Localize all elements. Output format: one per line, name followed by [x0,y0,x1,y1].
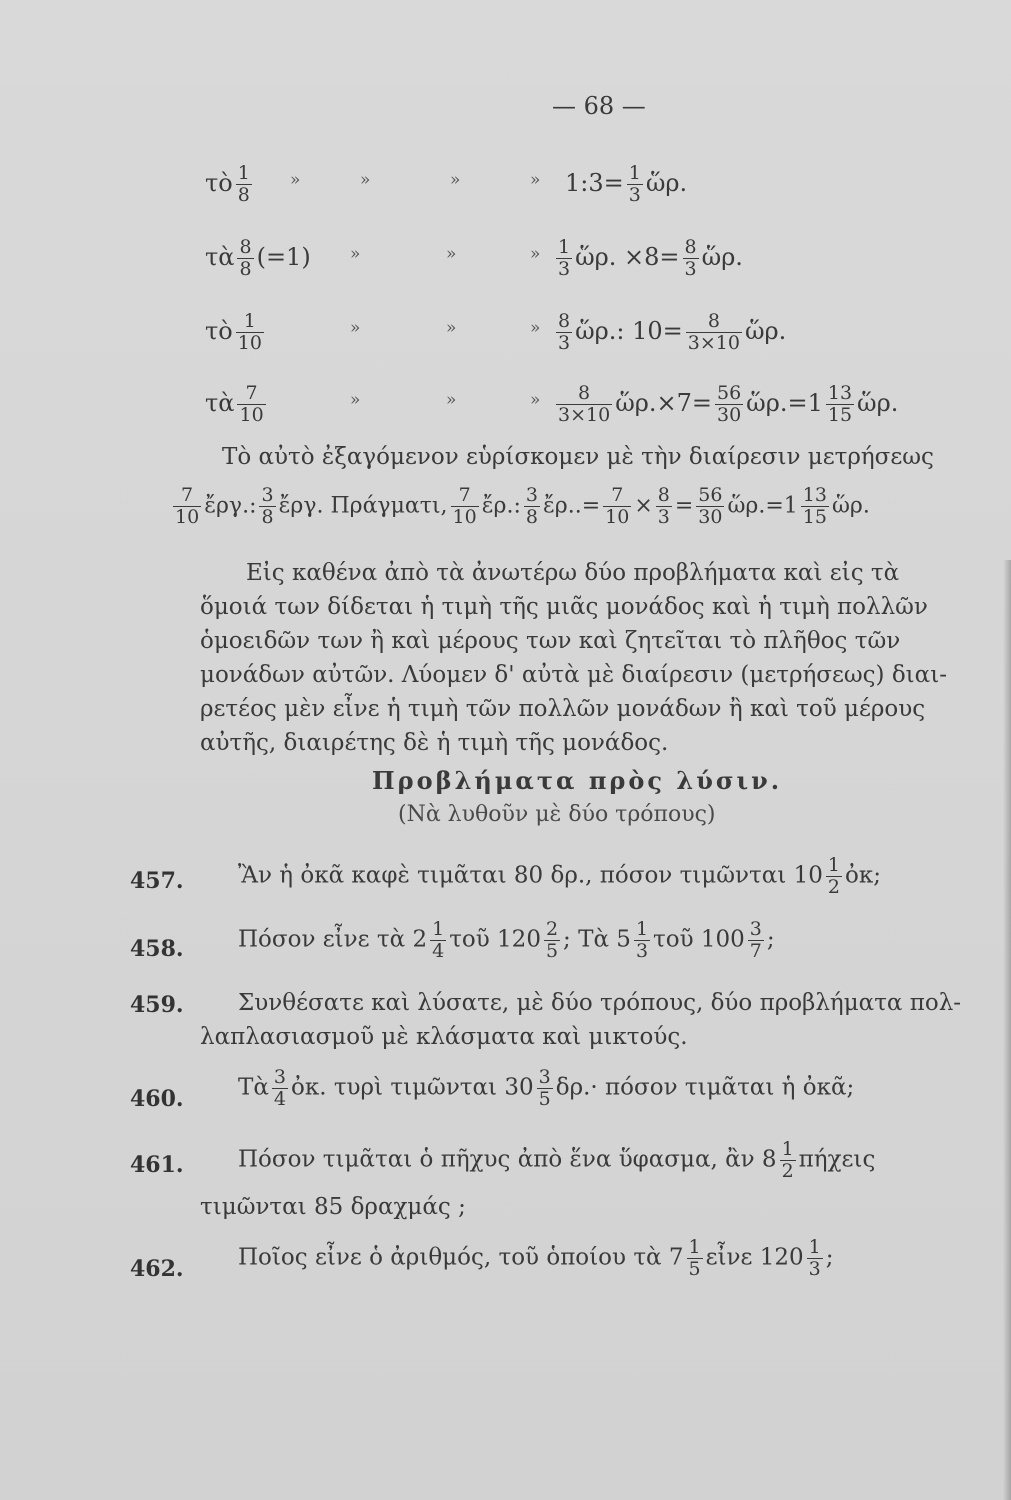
article: τὰ [205,389,235,417]
left-fraction [237,238,253,279]
paragraph-line: Εἰς καθένα ἀπὸ τὰ ἀνωτέρω δύο προβλήματα καὶ εἰς τὰ [246,560,900,586]
fraction-numerator: 56 [698,484,723,506]
fraction-denominator: 3 [628,184,641,206]
fraction-numerator: 13 [802,484,827,506]
problem-457-text [238,856,881,897]
text-run: λαπλασιασμοῦ μὲ κλάσματα καὶ μικτούς. [200,1024,688,1050]
fraction [272,1068,288,1109]
fraction-denominator: 4 [273,1088,286,1110]
fraction [656,486,672,527]
fraction [544,920,560,961]
fraction-denominator: 10 [237,332,262,354]
intro-line: Τὸ αὐτὸ ἐξαγόμενον εὑρίσκομεν μὲ τὴν διαίρεσιν μετρήσεως [222,444,934,470]
fraction-numerator: 7 [181,484,194,506]
fraction [687,1238,703,1279]
fraction-numerator: 8 [657,484,670,506]
row-right [565,164,687,205]
row-right [553,312,786,353]
text-run: δρ.· πόσον τιμᾶται ἡ ὀκᾶ; [555,1074,855,1101]
text-run: ; [825,1244,834,1271]
fraction-denominator: 3 [808,1258,821,1280]
row-left [205,312,267,353]
fraction-denominator: 5 [545,940,559,962]
fraction-numerator: 1 [237,162,250,184]
fraction-denominator: 4 [432,940,445,962]
text-run: Συνθέσατε καὶ λύσατε, μὲ δύο τρόπους, δύο προβλήματα πολ- [238,990,962,1016]
ditto-mark: » [530,318,541,338]
text-run: ἔρ.: [481,493,521,519]
fraction-numerator: 1 [781,1138,794,1160]
text-run: Ποῖος εἶνε ὁ ἀριθμός, τοῦ ὁποίου τὰ 7 [238,1244,684,1271]
ditto-mark: » [350,318,361,338]
text-run: ὥρ. ×8= [575,243,680,271]
fraction-numerator: 2 [545,918,559,940]
text-run: τοῦ 120 [449,926,541,953]
text-run: ; Τὰ 5 [563,926,631,953]
ditto-mark: » [530,390,541,410]
fraction-numerator: 1 [827,854,840,876]
fraction-numerator: 56 [716,382,742,404]
text-run: = [674,493,694,519]
fraction-numerator: 3 [749,918,762,940]
right-fraction [556,312,572,353]
table-row [0,224,1011,284]
text-run: ὥρ.=1 [746,389,823,417]
ditto-mark: » [350,390,361,410]
text-run: Πόσον εἶνε τὰ 2 [238,926,428,953]
text-run: ὥρ. [744,317,787,345]
text-run: ὥρ. [831,493,870,519]
text-run: Ἂν ἡ ὀκᾶ καφὲ τιμᾶται 80 δρ., πόσον τιμῶνται 10 [238,862,823,889]
fraction-denominator: 15 [802,506,827,528]
fraction-denominator: 3 [635,940,649,962]
fraction-denominator: 8 [239,258,252,280]
left-fraction [237,384,265,425]
fraction-denominator: 8 [237,184,250,206]
row-right [553,238,743,279]
paragraph-line: ρετέος μὲν εἶνε ἡ τιμὴ τῶν πολλῶν μονάδων ἢ καὶ τοῦ μέρους [200,696,926,722]
text-run: τιμῶνται 85 δραχμάς ; [200,1194,466,1220]
problem-461-text [238,1140,875,1181]
fraction-numerator: 13 [827,382,853,404]
fraction-denominator: 3×10 [558,404,611,426]
article: τὸ [205,169,233,197]
fraction-numerator: 3 [538,1066,551,1088]
fraction-denominator: 10 [175,506,200,528]
ditto-mark: » [290,170,301,190]
fraction-numerator: 3 [525,484,538,506]
fraction-numerator: 8 [707,310,720,332]
fraction-denominator: 10 [239,404,264,426]
fraction [748,920,764,961]
fraction-numerator: 8 [239,236,252,258]
equals-one: (=1) [256,243,311,271]
text-run: ἔργ.: [204,493,257,519]
article: τὸ [205,317,233,345]
fraction [801,486,829,527]
fraction [634,920,650,961]
division-calculation [170,486,870,527]
fraction [807,1238,823,1279]
table-row [0,150,1011,210]
problem-460-text [238,1068,854,1109]
fraction-numerator: 1 [243,310,256,332]
fraction-denominator: 30 [698,506,723,528]
explanation-paragraph [200,556,960,760]
left-fraction [236,312,264,353]
table-row [0,370,1011,430]
ditto-mark: » [450,170,461,190]
fraction [537,1068,553,1109]
right-fraction [556,238,572,279]
problem-number-461: 461. [130,1152,184,1178]
paragraph-line: ὅμοιά των δίδεται ἡ τιμὴ τῆς μιᾶς μονάδος καὶ ἡ τιμὴ πολλῶν [200,594,928,620]
fraction-numerator: 1 [688,1236,701,1258]
fraction [696,486,724,527]
text-run: ὥρ. [645,169,688,197]
problem-461-line2 [200,1194,466,1220]
ditto-mark: » [530,244,541,264]
fraction-denominator: 3 [657,506,670,528]
fraction-numerator: 1 [432,918,445,940]
fraction-denominator: 3 [558,332,571,354]
row-left [205,384,269,425]
paragraph-line: ὁμοειδῶν των ἢ καὶ μέρους των καὶ ζητεῖται τὸ πλῆθος τῶν [200,628,901,654]
text-run: ἔρ..= [542,493,601,519]
ditto-mark: » [446,318,457,338]
fraction-denominator: 3 [684,258,697,280]
fraction-numerator: 8 [684,236,697,258]
section-heading: Προβλήματα πρὸς λύσιν. [372,766,783,795]
problem-number-459: 459. [130,992,184,1018]
fraction [430,920,446,961]
fraction-denominator: 8 [261,506,274,528]
paragraph-line: αὐτῆς, διαιρέτης δὲ ἡ τιμὴ τῆς μονάδος. [200,730,669,756]
page-number: — 68 — [552,92,646,120]
fraction-denominator: 8 [525,506,538,528]
text-run: ὥρ. [701,243,743,271]
fraction-numerator: 3 [261,484,274,506]
text-run: Πόσον τιμᾶται ὁ πῆχυς ἀπὸ ἕνα ὕφασμα, ἂν 8 [238,1146,777,1173]
right-fraction [715,384,743,425]
text-run: πήχεις [798,1146,876,1173]
article: τὰ [205,243,235,271]
fraction-denominator: 15 [827,404,853,426]
fraction-numerator: 1 [628,162,641,184]
problem-number-457: 457. [130,868,184,894]
right-fraction [683,238,699,279]
fraction-denominator: 7 [749,940,762,962]
text-run: τοῦ 100 [653,926,745,953]
left-fraction [236,164,252,205]
right-fraction [556,384,612,425]
fraction-numerator: 1 [558,236,571,258]
fraction-numerator: 8 [558,310,571,332]
row-left [205,238,311,279]
text-run: ὥρ. [857,389,899,417]
text-run: × [634,493,653,519]
text-run: 1:3= [565,169,624,197]
ditto-mark: » [350,244,361,264]
text-run: Τὰ [238,1074,269,1101]
fraction-denominator: 2 [781,1160,794,1182]
ditto-mark: » [530,170,541,190]
fraction [173,486,201,527]
row-right [553,384,898,425]
text-run: ὀκ. τυρὶ τιμῶνται 30 [290,1074,534,1101]
fraction-numerator: 7 [245,382,258,404]
text-run: εἶνε 120 [705,1244,804,1271]
paragraph-line: μονάδων αὐτῶν. Λύομεν δ' αὐτὰ μὲ διαίρεσιν (μετρήσεως) διαι- [200,662,948,688]
section-subheading: (Νὰ λυθοῦν μὲ δύο τρόπους) [398,802,716,827]
ditto-mark: » [446,244,457,264]
problem-462-text [238,1238,834,1279]
table-row [0,298,1011,358]
fraction [826,856,842,897]
right-fraction [627,164,643,205]
text-run: ὥρ.: 10= [575,317,683,345]
fraction [524,486,540,527]
fraction [780,1140,796,1181]
right-fraction [826,384,854,425]
text-run: ὥρ.×7= [615,389,712,417]
fraction-denominator: 30 [716,404,742,426]
fraction-numerator: 1 [635,918,649,940]
right-fraction [686,312,742,353]
fraction-numerator: 7 [458,484,471,506]
problem-number-460: 460. [130,1086,184,1112]
fraction-denominator: 10 [452,506,477,528]
ditto-mark: » [360,170,371,190]
fraction-denominator: 2 [827,876,840,898]
fraction-denominator: 3×10 [687,332,740,354]
problem-459-line1 [238,990,961,1016]
fraction [603,486,631,527]
text-run: ἔργ. Πράγματι, [278,493,448,519]
fraction-denominator: 3 [558,258,571,280]
page-edge-shadow [1003,560,1011,1500]
fraction [451,486,479,527]
problem-458-text [238,920,775,961]
fraction-numerator: 1 [808,1236,821,1258]
problem-number-462: 462. [130,1256,184,1282]
text-run: ὀκ; [844,862,881,889]
fraction-denominator: 5 [688,1258,701,1280]
row-left [205,164,255,205]
fraction-denominator: 5 [538,1088,551,1110]
text-run: ὥρ.=1 [727,493,798,519]
fraction-denominator: 10 [605,506,630,528]
text-run: ; [766,926,775,953]
fraction-numerator: 3 [273,1066,286,1088]
fraction-numerator: 8 [578,382,591,404]
ditto-mark: » [446,390,457,410]
problem-number-458: 458. [130,936,184,962]
fraction-numerator: 7 [611,484,624,506]
fraction [259,486,275,527]
problem-459-line2 [200,1024,688,1050]
